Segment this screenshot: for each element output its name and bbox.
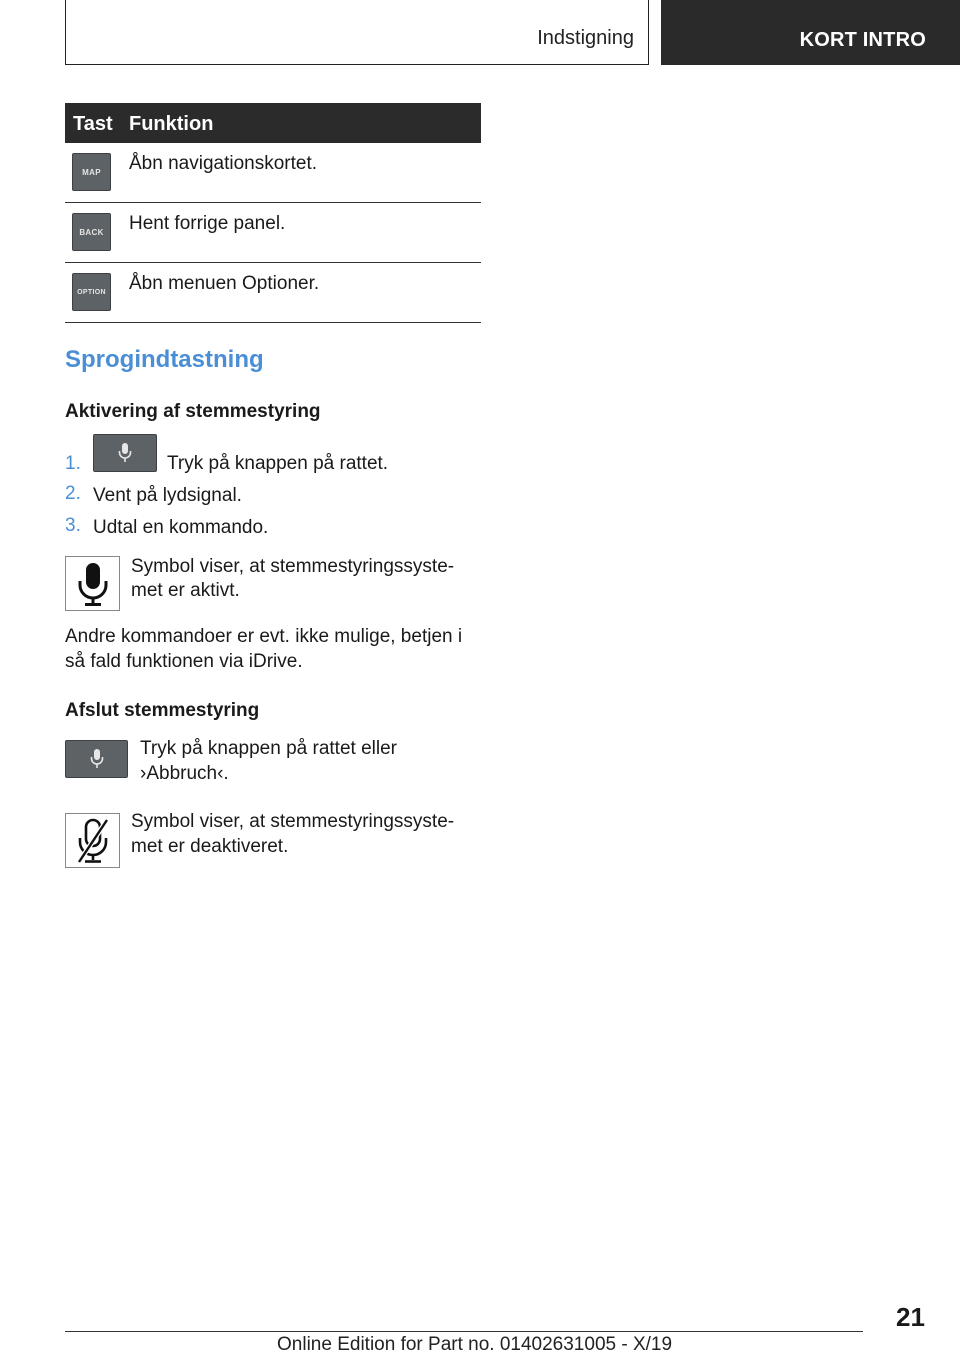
table-row-text: Åbn navigationskortet. xyxy=(129,153,318,174)
note-text: så fald funktionen via iDrive. xyxy=(65,651,303,672)
header-section-title: Indstigning xyxy=(537,27,634,49)
table-row xyxy=(65,143,481,203)
press-text: Tryk på knappen på rattet eller xyxy=(140,738,397,759)
table-header-function: Funktion xyxy=(129,113,214,135)
map-key-icon: MAP xyxy=(72,153,111,191)
option-key-icon: OPTION xyxy=(72,273,111,311)
activation-heading: Aktivering af stemmestyring xyxy=(65,401,321,422)
symbol-description: met er aktivt. xyxy=(131,580,240,601)
key-function-table xyxy=(65,103,481,323)
symbol-description: Symbol viser, at stemmestyringssyste- xyxy=(131,556,455,577)
header-chapter-tab xyxy=(661,0,960,65)
page-number: 21 xyxy=(896,1302,925,1332)
step-number: 2. xyxy=(65,483,81,504)
table-row xyxy=(65,203,481,263)
footer-edition: Online Edition for Part no. 01402631005 - X/19 xyxy=(277,1334,673,1355)
step-number: 1. xyxy=(65,453,81,474)
microphone-active-icon xyxy=(65,556,120,611)
step-text: Vent på lydsignal. xyxy=(93,485,242,506)
footer-divider xyxy=(65,1331,863,1332)
table-row-text: Hent forrige panel. xyxy=(129,213,286,234)
symbol-description: met er deaktiveret. xyxy=(131,836,289,857)
microphone-button-icon xyxy=(65,740,128,778)
table-header-key: Tast xyxy=(73,113,113,135)
step-number: 3. xyxy=(65,515,81,536)
microphone-button-icon xyxy=(93,434,157,472)
back-key-icon: BACK xyxy=(72,213,111,251)
note-text: Andre kommandoer er evt. ikke mulige, betjen i xyxy=(65,626,463,647)
deactivation-heading: Afslut stemmestyring xyxy=(65,700,260,721)
step-text: Tryk på knappen på rattet. xyxy=(167,453,389,474)
table-row xyxy=(65,263,481,323)
microphone-muted-icon xyxy=(65,813,120,868)
header-frame xyxy=(65,0,649,65)
symbol-description: Symbol viser, at stemmestyringssyste- xyxy=(131,811,455,832)
press-text: ›Abbruch‹. xyxy=(140,763,229,784)
section-title: Sprogindtastning xyxy=(65,346,264,373)
step-text: Udtal en kommando. xyxy=(93,517,269,538)
table-row-text: Åbn menuen Optioner. xyxy=(129,273,320,294)
table-header xyxy=(65,103,481,143)
header-chapter-label: KORT INTRO xyxy=(799,29,926,51)
